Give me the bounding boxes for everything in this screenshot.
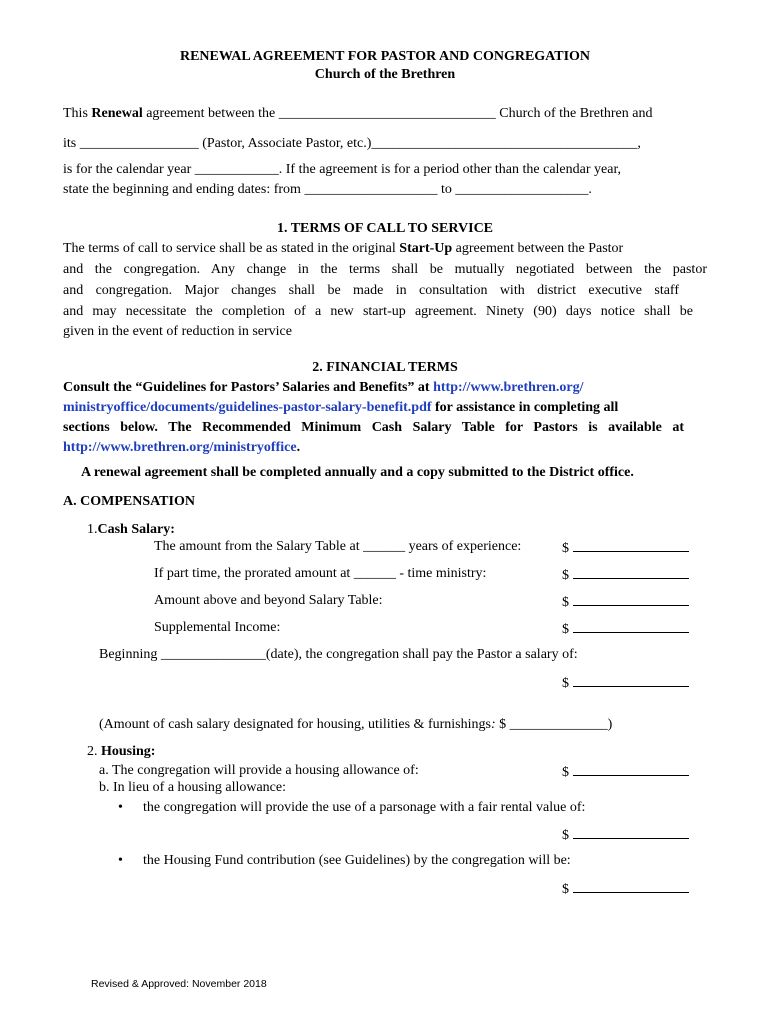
amount-blank[interactable] [573,537,689,552]
row-text: ) [607,717,613,732]
renewal-notice: A renewal agreement shall be completed annually and a copy submitted to the District office. [81,465,634,480]
time-ministry-field[interactable]: ______ [353,566,396,581]
dollar-sign: $ [562,765,569,780]
row-text: : [490,717,496,732]
guidelines-link[interactable]: ministryoffice/documents/guidelines-pastor-salary-benefit.pdf [63,400,432,415]
brethren-link[interactable]: http://www.brethren.org/ [433,380,584,395]
salary-amount[interactable] [562,672,689,694]
financial-line-4 [63,438,300,458]
row-text: The amount from the Salary Table at [154,539,364,554]
terms-paragraph-line: given in the event of reduction in service [63,324,292,339]
housing-fund-amount[interactable] [562,878,689,900]
terms-heading: 1. TERMS OF CALL TO SERVICE [276,221,494,236]
dollar-sign: $ [562,828,569,843]
financial-text: . [296,440,301,455]
salary-table-row [154,537,521,557]
housing-designation-field[interactable]: ______________ [509,717,608,732]
row-text: (date), the congregation shall pay the Pastor a salary of: [265,647,578,662]
intro-line-4 [63,180,592,200]
intro-text: Church of the Brethren and [495,106,653,121]
intro-line-3 [63,160,621,180]
dollar-sign: $ [562,622,569,637]
item-number: 1. [87,522,98,537]
startup-word: Start-Up [399,241,453,256]
pastor-name-field[interactable]: _________________ [79,136,199,151]
terms-paragraph-line: and may necessitate the completion of a new start-up agreement. Ninety (90) days notice shall be [63,304,693,319]
intro-text: is for the calendar year [63,162,195,177]
supplemental-amount[interactable] [562,618,689,640]
terms-paragraph-line [63,239,623,259]
cash-salary-label: Cash Salary: [97,522,175,537]
housing-allowance-amount[interactable] [562,761,689,783]
intro-text: to [437,182,456,197]
row-text: If part time, the prorated amount at [154,566,354,581]
supplemental-row: Supplemental Income: [154,620,281,635]
financial-line-1 [63,378,583,398]
intro-text: (Pastor, Associate Pastor, etc.) [198,136,372,151]
years-experience-field[interactable]: ______ [363,539,406,554]
calendar-year-field[interactable]: ____________ [194,162,279,177]
terms-text: agreement between the Pastor [452,241,624,256]
amount-blank[interactable] [573,761,689,776]
row-text: $ [495,717,510,732]
church-name-field[interactable]: _______________________________ [278,106,496,121]
intro-text: This [63,106,92,121]
parsonage-row: the congregation will provide the use of a parsonage with a fair rental value of: [143,800,586,815]
housing-allowance-row: a. The congregation will provide a housing allowance of: [99,763,419,778]
document-title: RENEWAL AGREEMENT FOR PASTOR AND CONGREGATION [179,49,591,64]
above-table-row: Amount above and beyond Salary Table: [154,593,383,608]
housing-designation-line [99,715,612,735]
position-title-field[interactable]: ______________________________________ [371,136,638,151]
bullet-icon: • [118,800,123,815]
terms-text: The terms of call to service shall be as stated in the original [63,241,400,256]
amount-blank[interactable] [573,824,689,839]
terms-paragraph-line: and congregation. Major changes shall be made in consultation with district executive staff [63,283,679,298]
intro-text: its [63,136,80,151]
intro-text: . If the agreement is for a period other than the calendar year, [278,162,622,177]
row-text: (Amount of cash salary designated for housing, utilities & furnishings [99,717,491,732]
document-subtitle: Church of the Brethren [314,67,456,82]
intro-text: , [637,136,641,151]
amount-blank[interactable] [573,878,689,893]
amount-blank[interactable] [573,618,689,633]
parsonage-amount[interactable] [562,824,689,846]
ministry-office-link[interactable]: http://www.brethren.org/ministryoffice [63,440,297,455]
end-date-field[interactable]: ___________________ [455,182,589,197]
beginning-date-field[interactable]: _______________ [160,647,266,662]
beginning-line [99,645,578,665]
above-table-amount[interactable] [562,591,689,613]
row-text: - time ministry: [395,566,487,581]
intro-line-1 [63,104,708,124]
amount-blank[interactable] [573,672,689,687]
housing-heading [87,742,155,762]
part-time-row [154,564,486,584]
financial-line-3: sections below. The Recommended Minimum Cash Salary Table for Pastors is available at [63,420,684,435]
financial-heading: 2. FINANCIAL TERMS [312,360,458,375]
amount-blank[interactable] [573,591,689,606]
intro-text: agreement between the [142,106,279,121]
financial-text: Consult the “Guidelines for Pastors’ Salaries and Benefits” at [63,380,434,395]
intro-text: state the beginning and ending dates: from [63,182,305,197]
dollar-sign: $ [562,568,569,583]
compensation-heading: A. COMPENSATION [63,494,195,509]
in-lieu-row: b. In lieu of a housing allowance: [99,780,287,795]
housing-label: Housing: [101,744,156,759]
amount-blank[interactable] [573,564,689,579]
row-text: years of experience: [405,539,522,554]
start-date-field[interactable]: ___________________ [304,182,438,197]
dollar-sign: $ [562,882,569,897]
intro-line-2 [63,134,641,154]
financial-text: for assistance in completing all [431,400,619,415]
revision-note: Revised & Approved: November 2018 [91,978,267,990]
terms-paragraph-line: and the congregation. Any change in the terms shall be mutually negotiated between the pastor [63,262,707,277]
intro-text: . [588,182,592,197]
bullet-icon: • [118,853,123,868]
part-time-amount[interactable] [562,564,689,586]
item-number: 2. [87,744,101,759]
financial-line-2 [63,398,618,418]
dollar-sign: $ [562,541,569,556]
housing-fund-row: the Housing Fund contribution (see Guidelines) by the congregation will be: [143,853,571,868]
renewal-word: Renewal [91,106,143,121]
salary-table-amount[interactable] [562,537,689,559]
row-text: Beginning [99,647,161,662]
dollar-sign: $ [562,676,569,691]
dollar-sign: $ [562,595,569,610]
